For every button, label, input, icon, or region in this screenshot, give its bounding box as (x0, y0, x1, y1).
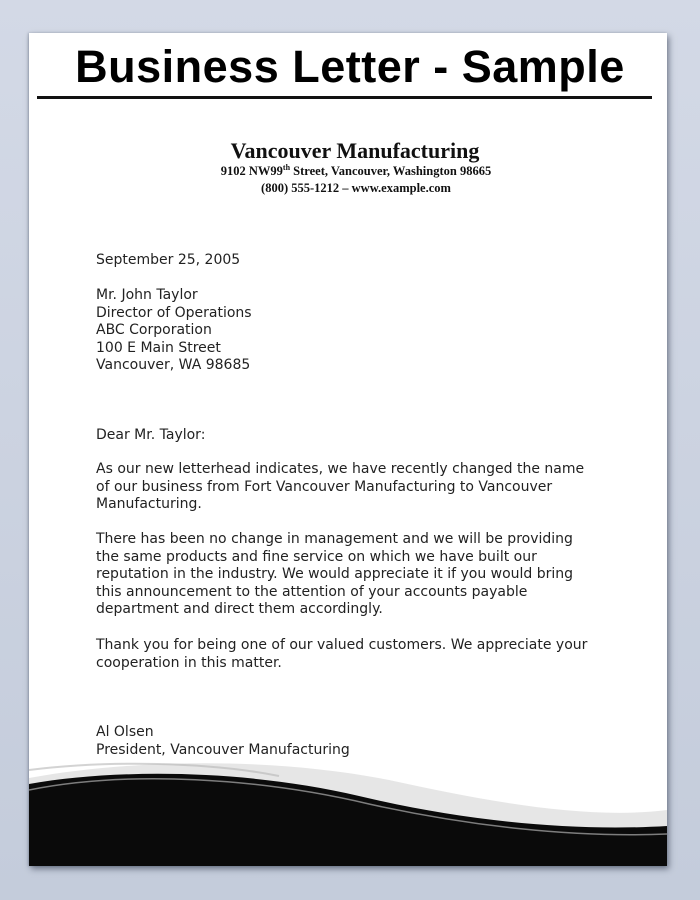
paragraph-3-line-1: Thank you for being one of our valued customers. We appreciate your (96, 637, 588, 653)
letter-date: September 25, 2005 (96, 252, 241, 268)
recipient-name: Mr. John Taylor (96, 287, 198, 303)
paragraph-2-line-3: reputation in the industry. We would appreciate it if you would bring (96, 566, 574, 583)
paragraph-2-line-1: There has been no change in management and we will be providing (96, 531, 573, 547)
paragraph-2-line-2: the same products and fine service on which we have built our (96, 548, 537, 565)
letterhead-address: 9102 NW99th Street, Vancouver, Washington 98665 (220, 163, 492, 179)
paragraph-2-line-4: this announcement to the attention of your accounts payable (96, 583, 528, 600)
signature-position: President, Vancouver Manufacturing (96, 741, 350, 758)
salutation: Dear Mr. Taylor: (96, 427, 206, 443)
paragraph-3-line-2: cooperation in this matter. (96, 654, 282, 671)
letterhead-contact: (800) 555-1212 – www.example.com (261, 181, 451, 195)
recipient-title: Director of Operations (96, 304, 252, 321)
paragraph-1-line-1: As our new letterhead indicates, we have recently changed the name (96, 461, 585, 477)
signature-name: Al Olsen (96, 724, 154, 740)
paragraph-1-line-3: Manufacturing. (96, 496, 202, 513)
recipient-company: ABC Corporation (96, 322, 212, 339)
recipient-city: Vancouver, WA 98685 (96, 357, 251, 374)
paragraph-2-line-5: department and direct them accordingly. (96, 601, 383, 618)
recipient-street: 100 E Main Street (96, 339, 221, 356)
page-title: Business Letter - Sample (75, 41, 625, 92)
letterhead-company: Vancouver Manufacturing (230, 138, 480, 163)
title-divider (37, 96, 652, 99)
paragraph-1-line-2: of our business from Fort Vancouver Manufacturing to Vancouver (96, 478, 553, 495)
footer-swoosh-graphic (29, 740, 667, 866)
